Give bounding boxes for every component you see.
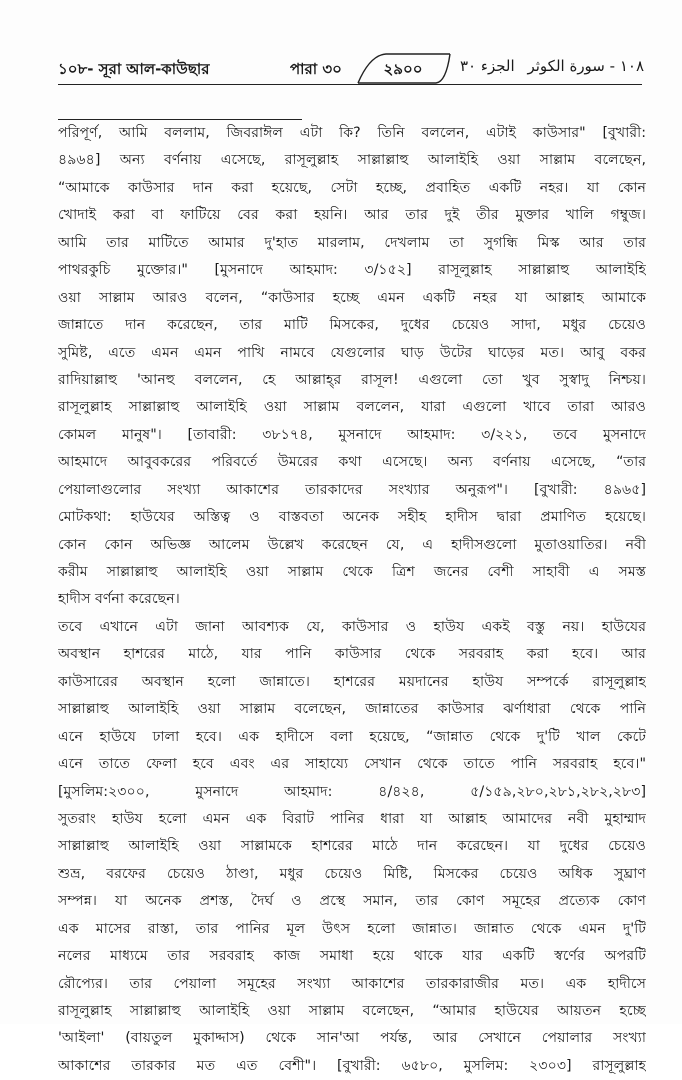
text-line: অবস্থান হাশরের মাঠে, যার পানি কাউসার থেকে সরবরাহ করা হবে। আর (58, 646, 646, 663)
page-number: ২৯০০ (383, 60, 423, 78)
text-line: কোমল মানুষ"। [তাবারী: ৩৮১৭৪, মুসনাদে আহমাদ: ৩/২২১, তবে মুসনাদে (58, 426, 646, 443)
juz-label-arabic: الجزء ٣٠ (460, 57, 515, 75)
commentary-text (58, 120, 646, 1080)
text-line: 'আইলা' (বায়তুল মুকাদ্দাস) থেকে সান'আ পর্যন্ত, আর সেখানে পেয়ালার সংখ্যা (58, 1030, 646, 1047)
text-line: রাসূলুল্লাহ সাল্লাল্লাহু আলাইহি ওয়া সাল্লাম বললেন, যারা এগুলো খাবে তারা আরও (58, 399, 646, 416)
page-header (40, 52, 646, 86)
surah-title-arabic: ١٠٨ - سورة الكوثر (527, 57, 644, 75)
text-line: আমি তার মাটিতে আমার দু'হাত মারলাম, দেখলাম তা সুগন্ধি মিস্ক আর তার (58, 234, 646, 251)
text-line: সুমিষ্ট, এতে এমন এমন পাখি নামবে যেগুলোর ঘাড় উটের ঘাড়ের মত। আবু বকর (58, 344, 646, 361)
text-line: ওয়া সাল্লাম আরও বলেন, “কাউসার হচ্ছে এমন একটি নহর যা আল্লাহ আমাকে (58, 289, 646, 306)
text-line: পেয়ালাগুলোর সংখ্যা আকাশের তারকাদের সংখ্যার অনুরূপ"। [বুখারী: ৪৯৬৫] (58, 481, 646, 498)
text-line: আকাশের তারকার মত এত বেশী"। [বুখারী: ৬৫৮০, মুসলিম: ২৩০৩] রাসূলুল্লাহ (58, 1057, 646, 1074)
text-line: নলের মাধ্যমে তার সরবরাহ কাজ সমাধা হয়ে থাকে যার একটি স্বর্ণের অপরটি (58, 948, 646, 965)
text-line: মোটকথা: হাউযের অস্তিত্ব ও বাস্তবতা অনেক সহীহ হাদীস দ্বারা প্রমাণিত হয়েছে। (58, 509, 646, 526)
text-line: করীম সাল্লাল্লাহু আলাইহি ওয়া সাল্লাম থেকে ত্রিশ জনের বেশী সাহাবী এ সমস্ত (58, 564, 646, 580)
text-line: পরিপূর্ণ, আমি বললাম, জিবরাঈল এটা কি? তিনি বললেন, এটাই কাউসার" [বুখারী: (58, 125, 646, 141)
text-line: কোন কোন অভিজ্ঞ আলেম উল্লেখ করেছেন যে, এ হাদীসগুলো মুতাওয়াতির। নবী (58, 536, 646, 553)
text-line: সাল্লাল্লাহু আলাইহি ওয়া সাল্লাম বলেছেন, জান্নাতের কাউসার ঝর্ণাধারা থেকে পানি (58, 701, 646, 718)
text-line: এনে হাউযে ঢালা হবে। এক হাদীসে বলা হয়েছে, “জান্নাত থেকে দু'টি খাল কেটে (58, 728, 646, 745)
para-label: পারা ৩০ (290, 60, 342, 78)
text-line: রাসূলুল্লাহ সাল্লাল্লাহু আলাইহি ওয়া সাল্লাম বলেছেন, “আমার হাউযের আয়তন হচ্ছে (58, 1003, 646, 1019)
text-line: সুতরাং হাউয হলো এমন এক বিরাট পানির ধারা যা আল্লাহ আমাদের নবী মুহাম্মাদ (58, 810, 646, 827)
text-line: শুভ্র, বরফের চেয়েও ঠাণ্ডা, মধুর চেয়েও মিষ্টি, মিসকের চেয়েও অধিক সুঘ্রাণ (58, 865, 646, 882)
text-line: সম্পন্ন। যা অনেক প্রশস্ত, দৈর্ঘ ও প্রস্থে সমান, তার কোণ সমূহের প্রত্যেক কোণ (58, 893, 646, 910)
text-line: এনে তাতে ফেলা হবে এবং এর সাহায্যে সেখান থেকে তাতে পানি সরবরাহ হবে।" (58, 756, 646, 773)
text-line: তবে এখানে এটা জানা আবশ্যক যে, কাউসার ও হাউয একই বস্তু নয়। হাউযের (58, 618, 646, 635)
surah-title-bengali: ১০৮- সূরা আল-কাউছার (58, 60, 210, 78)
text-line: “আমাকে কাউসার দান করা হয়েছে, সেটা হচ্ছে, প্রবাহিত একটি নহর। যা কোন (58, 179, 646, 196)
text-line: জান্নাতে দান করেছেন, তার মাটি মিসকের, দুধের চেয়েও সাদা, মধুর চেয়েও (58, 317, 646, 334)
text-line: রৌপ্যের। তার পেয়ালা সমূহের সংখ্যা আকাশের তারকারাজীর মত। এক হাদীসে (58, 975, 646, 992)
text-line: সাল্লাল্লাহু আলাইহি ওয়া সাল্লামকে হাশরের মাঠে দান করেছেন। যা দুধের চেয়েও (58, 838, 646, 855)
text-line: পাথরকুচি মুক্তোর।" [মুসনাদে আহমাদ: ৩/১৫২] রাসূলুল্লাহ সাল্লাল্লাহু আলাইহি (58, 262, 646, 279)
text-line: খোদাই করা বা ফাটিয়ে বের করা হয়নি। আর তার দুই তীর মুক্তার খালি গম্বুজ। (58, 207, 646, 224)
text-line: [মুসলিম:২৩০০, মুসনাদে আহমাদ: ৪/৪২৪, ৫/১৫৯,২৮০,২৮১,২৮২,২৮৩] (58, 783, 646, 800)
text-line: এক মাসের রাস্তা, তার পানির মূল উৎস হলো জান্নাত। জান্নাত থেকে এমন দু'টি (58, 920, 646, 937)
text-line: রাদিয়াল্লাহু 'আনহু বললেন, হে আল্লাহ্‌র রাসূল! এগুলো তো খুব সুস্বাদু নিশ্চয়। (58, 371, 646, 388)
text-line: আহমাদে আবুবকরের পরিবর্তে উমরের কথা এসেছে। অন্য বর্ণনায় এসেছে, “তার (58, 454, 646, 471)
header-divider (58, 84, 642, 85)
text-line: ৪৯৬৪] অন্য বর্ণনায় এসেছে, রাসূলুল্লাহ সাল্লাল্লাহু আলাইহি ওয়া সাল্লাম বলেছেন, (58, 152, 646, 169)
text-line: হাদীস বর্ণনা করেছেন। (58, 591, 180, 608)
text-line: কাউসারের অবস্থান হলো জান্নাতে। হাশরের ময়দানের হাউয সম্পর্কে রাসূলুল্লাহ (58, 673, 646, 690)
